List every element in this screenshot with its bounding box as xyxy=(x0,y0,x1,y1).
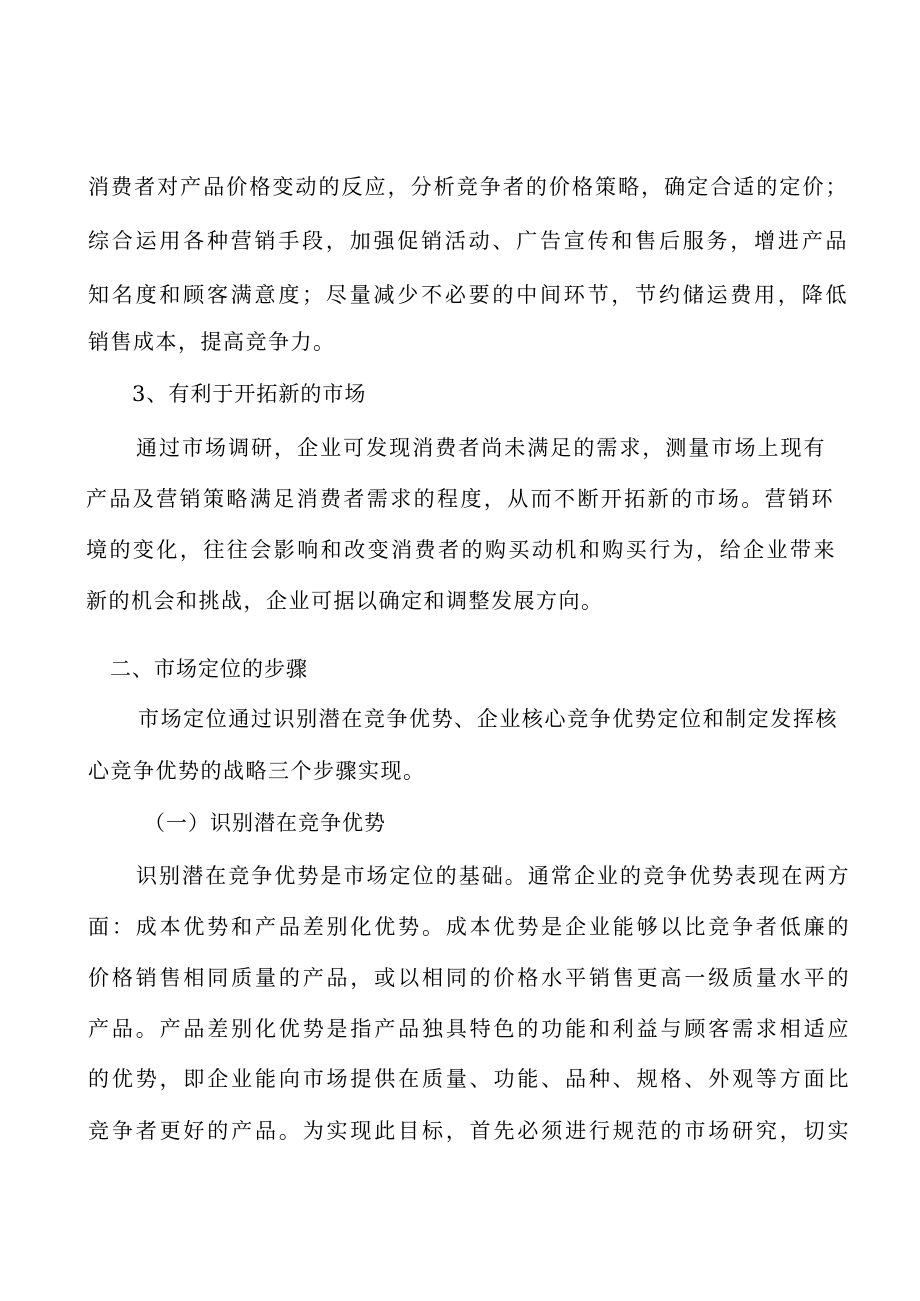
subsection-heading: （一）识别潜在竞争优势 xyxy=(144,811,386,835)
paragraph-line: 市场定位通过识别潜在竞争优势、企业核心竞争优势定位和制定发挥核 xyxy=(138,707,838,731)
paragraph-line: 知名度和顾客满意度；尽量减少不必要的中间环节，节约储运费用，降低 xyxy=(88,283,848,307)
paragraph-line: 销售成本，提高竞争力。 xyxy=(88,330,336,354)
paragraph-line: 心竞争优势的战略三个步骤实现。 xyxy=(88,759,426,783)
section-heading-3: 3、有利于开拓新的市场 xyxy=(132,382,367,406)
section-heading-2: 二、市场定位的步骤 xyxy=(110,657,308,681)
paragraph-line: 价格销售相同质量的产品，或以相同的价格水平销售更高一级质量水平的 xyxy=(88,966,850,990)
paragraph-line: 综合运用各种营销手段，加强促销活动、广告宣传和售后服务，增进产品 xyxy=(88,229,848,253)
paragraph-line: 境的变化，往往会影响和改变消费者的购买动机和购买行为，给企业带来 xyxy=(86,538,836,562)
paragraph-line: 产品。产品差别化优势是指产品独具特色的功能和利益与顾客需求相适应 xyxy=(88,1017,850,1041)
paragraph-line: 产品及营销策略满足消费者需求的程度，从而不断开拓新的市场。营销环 xyxy=(86,487,834,511)
paragraph-line: 竞争者更好的产品。为实现此目标，首先必须进行规范的市场研究，切实 xyxy=(88,1119,850,1143)
paragraph-line: 通过市场调研，企业可发现消费者尚未满足的需求，测量市场上现有 xyxy=(136,436,826,460)
paragraph-line: 识别潜在竞争优势是市场定位的基础。通常企业的竞争优势表现在两方 xyxy=(136,864,850,888)
paragraph-line: 的优势，即企业能向市场提供在质量、功能、品种、规格、外观等方面比 xyxy=(88,1067,850,1091)
paragraph-line: 消费者对产品价格变动的反应，分析竞争者的价格策略，确定合适的定价； xyxy=(88,175,848,199)
paragraph-line: 新的机会和挑战，企业可据以确定和调整发展方向。 xyxy=(86,589,604,613)
paragraph-line: 面：成本优势和产品差别化优势。成本优势是企业能够以比竞争者低廉的 xyxy=(88,915,850,939)
